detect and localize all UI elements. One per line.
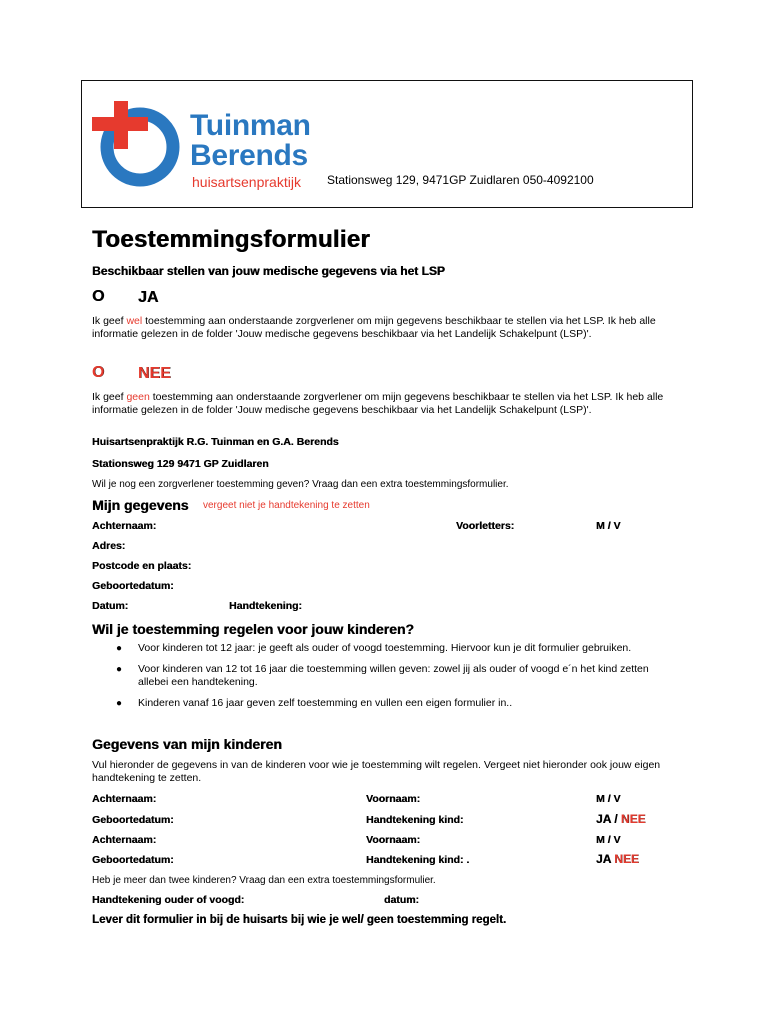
footer-instruction: Lever dit formulier in bij de huisarts bij wie je wel/ geen toestemming regelt. — [92, 914, 507, 926]
option-no-text — [92, 391, 682, 417]
child1-firstname-label: Voornaam: — [366, 793, 421, 805]
letterhead — [81, 80, 693, 208]
other-provider-note: Wil je nog een zorgverlener toestemming geven? Vraag dan een extra toestemmingsformulier. — [92, 479, 509, 490]
no-text-emphasis: geen — [126, 391, 150, 403]
signature-label: Handtekening: — [229, 600, 302, 612]
page-subtitle: Beschikbaar stellen van jouw medische gegevens via het LSP — [92, 264, 445, 278]
surname-label: Achternaam: — [92, 520, 157, 532]
option-no-label: NEE — [138, 365, 171, 382]
logo-name — [190, 111, 311, 171]
birthdate-label: Geboortedatum: — [92, 580, 174, 592]
page-title: Toestemmingsformulier — [92, 226, 370, 253]
option-no-checkbox[interactable]: O — [92, 364, 105, 381]
option-yes-text — [92, 315, 682, 341]
bullet-icon: ● — [116, 664, 123, 675]
bullet-icon: ● — [116, 698, 123, 709]
initials-label: Voorletters: — [456, 520, 515, 532]
option-yes-checkbox[interactable]: O — [92, 288, 105, 305]
bullet-text: Voor kinderen van 12 tot 16 jaar die toestemming willen geven: zowel jij als ouder of voogd e´n het kind zetten allebei een handtekening. — [138, 663, 649, 688]
child2-firstname-label: Voornaam: — [366, 834, 421, 846]
practice-contact: Stationsweg 129, 9471GP Zuidlaren 050-4092100 — [327, 173, 594, 187]
yes-text-emphasis: wel — [126, 315, 143, 327]
guardian-signature-label: Handtekening ouder of voogd: — [92, 894, 245, 906]
child1-consent-field[interactable] — [596, 812, 646, 826]
consent-yes: JA / — [596, 812, 621, 826]
child2-birthdate-label: Geboortedatum: — [92, 854, 174, 866]
date-label: Datum: — [92, 600, 129, 612]
children-data-heading: Gegevens van mijn kinderen — [92, 736, 282, 752]
postcode-label: Postcode en plaats: — [92, 560, 192, 572]
address-label: Adres: — [92, 540, 126, 552]
no-text-end: toestemming aan onderstaande zorgverlener om mijn gegevens beschikbaar te stellen via het LSP. Ik heb alle informatie gelezen in de folder 'Jouw medische gegevens beschikbaar via het Landelijk Schakelpunt (LSP)'. — [92, 391, 664, 416]
yes-text-end: toestemming aan onderstaande zorgverlener om mijn gegevens beschikbaar te stellen via het LSP. Ik heb alle informatie gelezen in de folder 'Jouw medische gegevens beschikbaar via het Landelijk Schakelpunt (LSP)'. — [92, 315, 656, 340]
option-yes-label: JA — [138, 289, 159, 306]
no-text-start: Ik geef — [92, 391, 127, 403]
children-heading: Wil je toestemming regelen voor jouw kinderen? — [92, 621, 414, 637]
gender-field[interactable]: M / V — [596, 520, 621, 532]
bullet-icon: ● — [116, 643, 123, 654]
consent-no: NEE — [620, 812, 646, 826]
logo-line-1: Tuinman — [190, 109, 311, 142]
logo-mark-icon — [92, 99, 188, 189]
yes-text-start: Ik geef — [92, 315, 127, 327]
child1-surname-label: Achternaam: — [92, 793, 157, 805]
guardian-date-label: datum: — [384, 894, 419, 906]
list-item — [110, 697, 680, 710]
bullet-text: Voor kinderen tot 12 jaar: je geeft als ouder of voogd toestemming. Hiervoor kun je dit formulier gebruiken. — [138, 642, 632, 654]
children-rules-list — [110, 642, 680, 718]
signature-reminder: vergeet niet je handtekening te zetten — [203, 500, 370, 511]
child2-signature-label: Handtekening kind: . — [366, 854, 470, 866]
practice-name: Huisartsenpraktijk R.G. Tuinman en G.A. Berends — [92, 436, 339, 448]
consent-yes: JA — [596, 852, 615, 866]
logo-line-2: Berends — [190, 139, 308, 172]
my-data-heading: Mijn gegevens — [92, 497, 189, 513]
bullet-text: Kinderen vanaf 16 jaar geven zelf toestemming en vullen een eigen formulier in.. — [138, 697, 513, 709]
child2-surname-label: Achternaam: — [92, 834, 157, 846]
child1-gender-field[interactable]: M / V — [596, 793, 621, 805]
children-data-text: Vul hieronder de gegevens in van de kinderen voor wie je toestemming wilt regelen. Vergeet niet hieronder ook jouw eigen handtekening te zetten. — [92, 759, 661, 784]
list-item — [110, 642, 680, 655]
child2-consent-field[interactable] — [596, 852, 639, 866]
child1-birthdate-label: Geboortedatum: — [92, 814, 174, 826]
child1-signature-label: Handtekening kind: — [366, 814, 464, 826]
list-item — [110, 663, 680, 689]
practice-logo — [92, 99, 322, 199]
practice-address: Stationsweg 129 9471 GP Zuidlaren — [92, 458, 269, 470]
child2-gender-field[interactable]: M / V — [596, 834, 621, 846]
more-children-note: Heb je meer dan twee kinderen? Vraag dan een extra toestemmingsformulier. — [92, 875, 436, 886]
logo-subtitle: huisartsenpraktijk — [192, 174, 301, 190]
consent-no: NEE — [614, 852, 639, 866]
